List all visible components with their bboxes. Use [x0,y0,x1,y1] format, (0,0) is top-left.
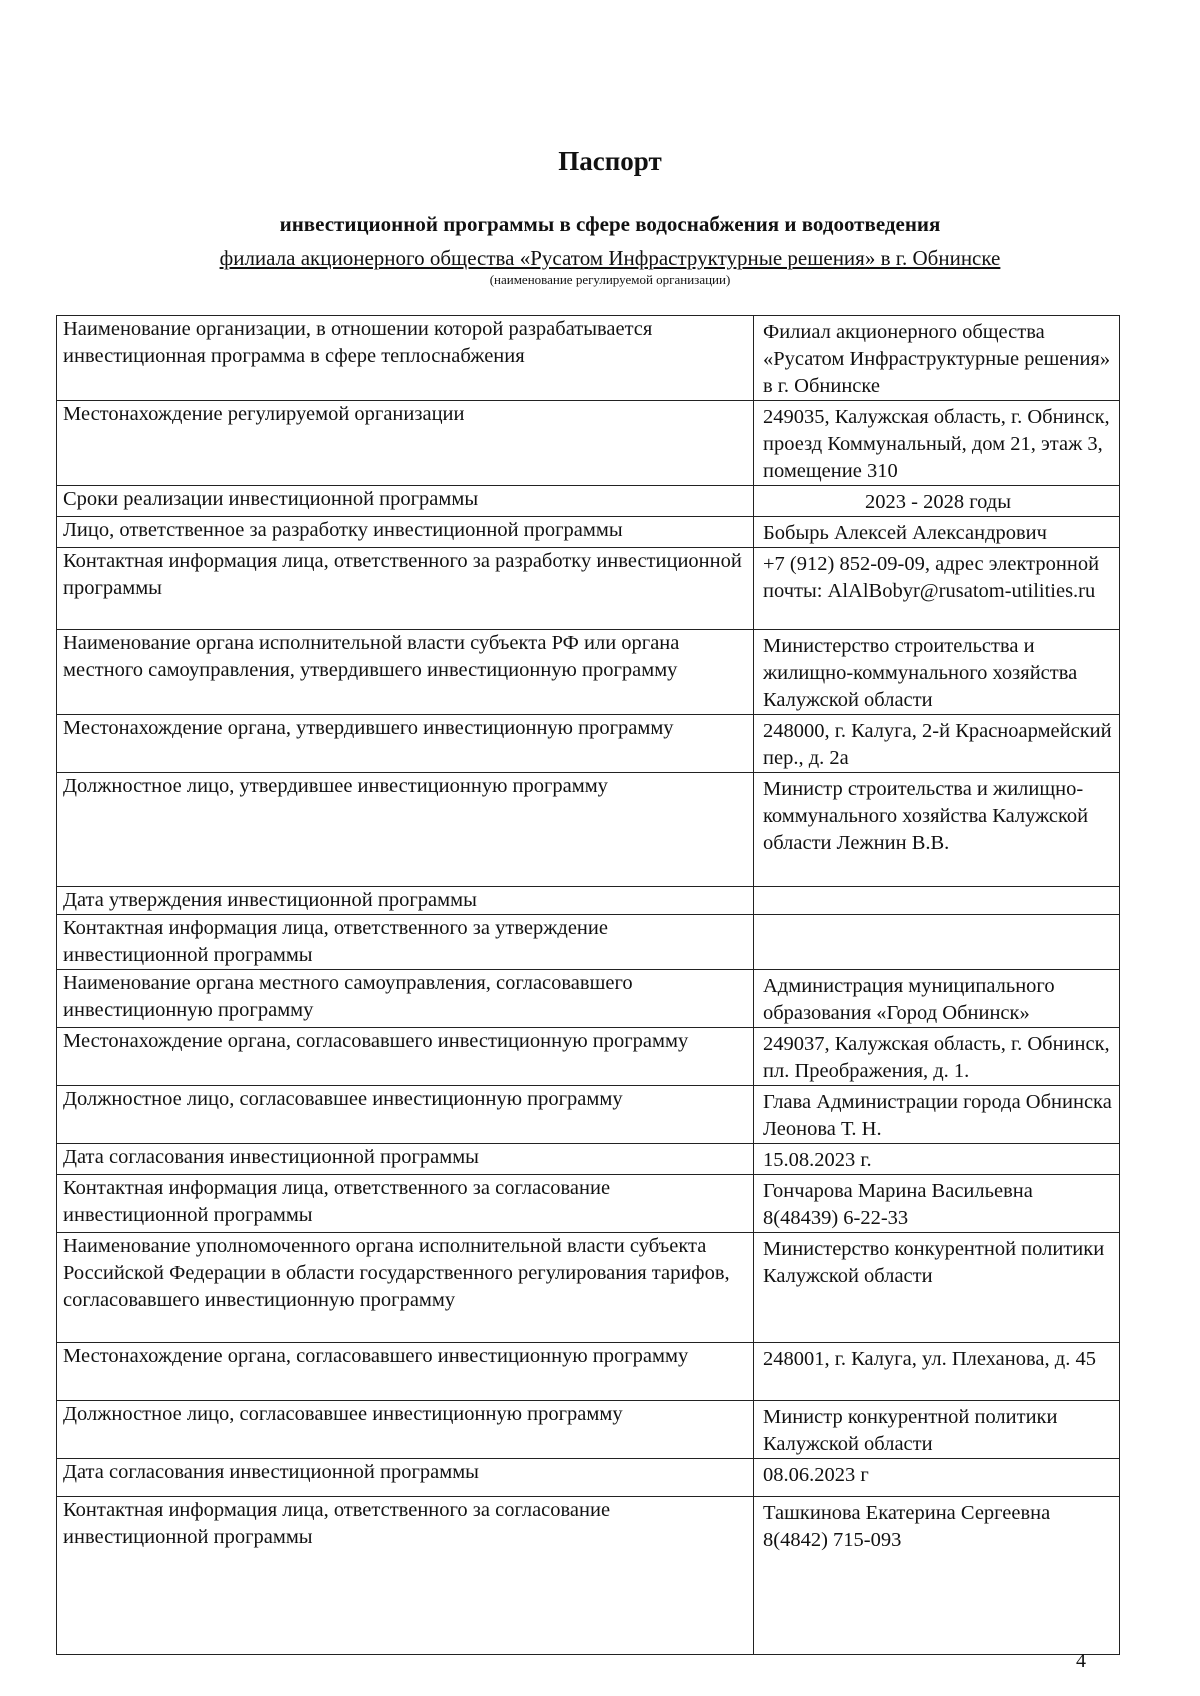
row-label: Лицо, ответственное за разработку инвестиционной программы [57,517,754,548]
row-value: Филиал акционерного общества «Русатом Инфраструктурные решения» в г. Обнинске [754,316,1120,401]
table-row [57,1497,1120,1655]
organization-caption: (наименование регулируемой организации) [489,272,731,287]
row-value: 249037, Калужская область, г. Обнинск, пл. Преображения, д. 1. [754,1028,1120,1086]
row-label: Наименование организации, в отношении которой разрабатывается инвестиционная программа в сфере теплоснабжения [57,316,754,401]
row-value: 08.06.2023 г [754,1459,1120,1497]
table-row [57,1459,1120,1497]
table-row [57,1343,1120,1401]
row-value: +7 (912) 852-09-09, адрес электронной почты: AlAlBobyr@rusatom-utilities.ru [754,548,1120,630]
table-row [57,401,1120,486]
row-label: Местонахождение органа, согласовавшего инвестиционную программу [57,1028,754,1086]
row-value: Министр строительства и жилищно-коммунального хозяйства Калужской области Лежнин В.В. [754,773,1120,887]
row-label: Наименование органа местного самоуправления, согласовавшего инвестиционную программу [57,970,754,1028]
table-row [57,887,1120,915]
row-value: Гончарова Марина Васильевна 8(48439) 6-22-33 [754,1175,1120,1233]
row-value: Глава Администрации города Обнинска Леонова Т. Н. [754,1086,1120,1144]
page-number: 4 [1076,1650,1086,1672]
row-value: Министр конкурентной политики Калужской области [754,1401,1120,1459]
row-value [754,887,1120,915]
row-value: 248000, г. Калуга, 2-й Красноармейский пер., д. 2а [754,715,1120,773]
table-row [57,486,1120,517]
table-row [57,915,1120,970]
table-row [57,1175,1120,1233]
table-row [57,970,1120,1028]
row-value: Министерство строительства и жилищно-коммунального хозяйства Калужской области [754,630,1120,715]
table-row [57,517,1120,548]
row-label: Контактная информация лица, ответственного за согласование инвестиционной программы [57,1497,754,1655]
row-label: Дата утверждения инвестиционной программы [57,887,754,915]
row-label: Местонахождение органа, согласовавшего инвестиционную программу [57,1343,754,1401]
row-value: Министерство конкурентной политики Калужской области [754,1233,1120,1343]
row-label: Должностное лицо, согласовавшее инвестиционную программу [57,1086,754,1144]
table-row [57,715,1120,773]
row-label: Дата согласования инвестиционной программы [57,1459,754,1497]
row-label: Контактная информация лица, ответственного за согласование инвестиционной программы [57,1175,754,1233]
row-label: Должностное лицо, утвердившее инвестиционную программу [57,773,754,887]
table-row [57,316,1120,401]
row-label: Наименование уполномоченного органа исполнительной власти субъекта Российской Федерации в области государственного регулирования тарифов, согласовавшего инвестиционную программу [57,1233,754,1343]
row-label: Должностное лицо, согласовавшее инвестиционную программу [57,1401,754,1459]
row-value: 248001, г. Калуга, ул. Плеханова, д. 45 [754,1343,1120,1401]
row-value: Администрация муниципального образования «Город Обнинск» [754,970,1120,1028]
table-row [57,548,1120,630]
document-title: Паспорт [558,146,662,176]
row-value: 15.08.2023 г. [754,1144,1120,1175]
row-label: Сроки реализации инвестиционной программы [57,486,754,517]
row-value [754,915,1120,970]
row-value: Бобырь Алексей Александрович [754,517,1120,548]
table-row [57,630,1120,715]
row-label: Местонахождение регулируемой организации [57,401,754,486]
table-row [57,1233,1120,1343]
row-label: Контактная информация лица, ответственного за утверждение инвестиционной программы [57,915,754,970]
table-row [57,773,1120,887]
row-value: 249035, Калужская область, г. Обнинск, проезд Коммунальный, дом 21, этаж 3, помещение 310 [754,401,1120,486]
table-row [57,1401,1120,1459]
organization-name: филиала акционерного общества «Русатом Инфраструктурные решения» в г. Обнинске [219,246,1001,270]
row-value: Ташкинова Екатерина Сергеевна 8(4842) 715-093 [754,1497,1120,1655]
table-row [57,1144,1120,1175]
row-label: Местонахождение органа, утвердившего инвестиционную программу [57,715,754,773]
passport-table [56,315,1120,1655]
row-label: Наименование органа исполнительной власти субъекта РФ или органа местного самоуправления, утвердившего инвестиционную программу [57,630,754,715]
row-label: Дата согласования инвестиционной программы [57,1144,754,1175]
table-row [57,1028,1120,1086]
row-value: 2023 - 2028 годы [754,486,1120,517]
table-row [57,1086,1120,1144]
document-subtitle: инвестиционной программы в сфере водоснабжения и водоотведения [279,212,941,236]
row-label: Контактная информация лица, ответственного за разработку инвестиционной программы [57,548,754,630]
